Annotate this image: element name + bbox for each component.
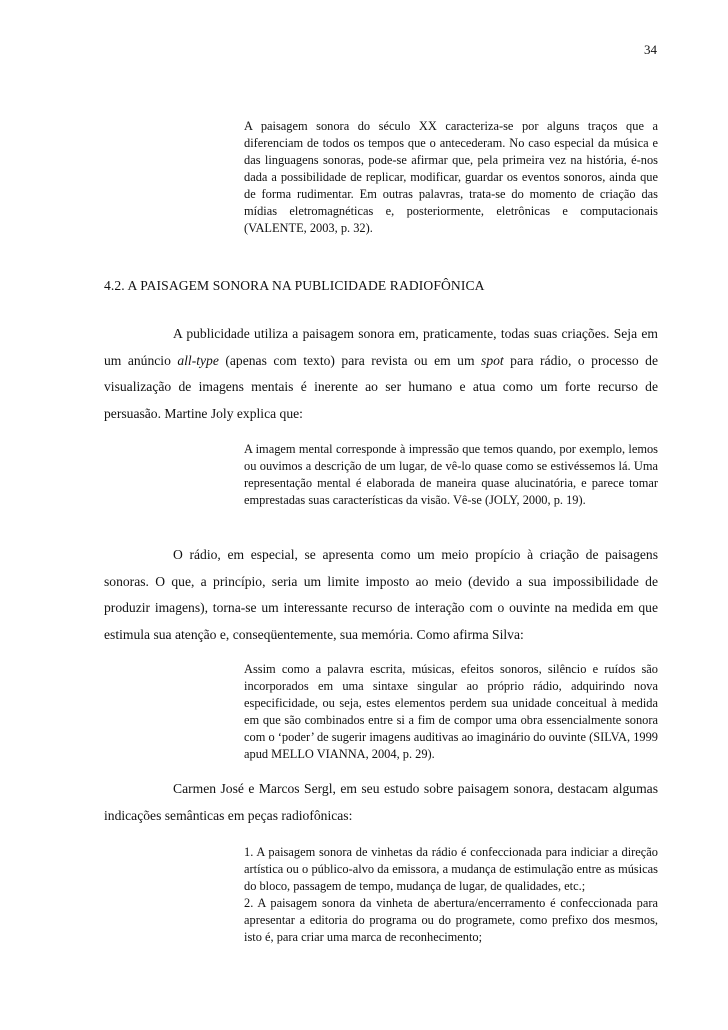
block-quote-joly (244, 441, 658, 509)
page-number: 34 (644, 42, 657, 57)
term-all-type: all-type (177, 352, 219, 368)
block-quote-list (244, 844, 658, 946)
paragraph-text: para rádio, o processo de visualização de imagens mentais é inerente ao ser humano e atua como um forte recurso de persuasão. Martine Joly explica que: (104, 352, 659, 421)
block-quote-valente (244, 118, 658, 237)
paragraph-publicidade (104, 321, 658, 427)
block-quote-silva (244, 661, 658, 763)
paragraph-radio: O rádio, em especial, se apresenta como um meio propício à criação de paisagens sonoras. O que, a princípio, seria um limite imposto ao meio (devido a sua impossibilidade de produzir imagens), torna-se um interessante recurso de interação com o ouvinte na medida em que estimula sua atenção e, conseqüentemente, sua memória. Como afirma Silva: (104, 547, 658, 642)
section-heading: 4.2. A PAISAGEM SONORA NA PUBLICIDADE RADIOFÔNICA (104, 278, 485, 293)
list-item: 1. A paisagem sonora de vinhetas da rádio é confeccionada para indiciar a direção artística ou o público-alvo da emissora, a mudança de estimulação entre as músicas do bloco, passagem de tempo, mudança de lugar, de qualidades, etc.; (244, 845, 658, 893)
list-item: 2. A paisagem sonora da vinheta de abertura/encerramento é confeccionada para apresentar a editoria do programa ou do programete, como prefixo dos mesmos, isto é, para criar uma marca de reconhecimento; (244, 896, 658, 944)
quote-text: Assim como a palavra escrita, músicas, efeitos sonoros, silêncio e ruídos são incorporados em uma sintaxe singular ao próprio rádio, adquirindo nova especificidade, ou seja, estes elementos perdem sua unidade conceitual à medida em que são combinados entre si a fim de compor uma obra essencialmente sonora com o ‘poder’ de sugerir imagens auditivas ao imaginário do ouvinte (SILVA, 1999 apud MELLO VIANNA, 2004, p. 29). (244, 662, 658, 761)
paragraph-carmen-jose: Carmen José e Marcos Sergl, em seu estudo sobre paisagem sonora, destacam algumas indicações semânticas em peças radiofônicas: (104, 781, 658, 823)
quote-text: A paisagem sonora do século XX caracteriza-se por alguns traços que a diferenciam de todos os tempos que o antecederam. No caso especial da música e das linguagens sonoras, pode-se afirmar que, pela primeira vez na história, é-nos dada a possibilidade de replicar, modificar, guardar os eventos sonoros, ainda que de forma rudimentar. Em outras palavras, trata-se do momento de criação das mídias eletromagnéticas e, posteriormente, eletrônicas e computacionais (VALENTE, 2003, p. 32). (244, 119, 658, 235)
quote-text: A imagem mental corresponde à impressão que temos quando, por exemplo, lemos ou ouvimos a descrição de um lugar, de vê-lo quase como se estivéssemos lá. Uma representação mental é elaborada de maneira quase alucinatória, e parece tomar emprestadas suas características da visão. Vê-se (JOLY, 2000, p. 19). (244, 442, 658, 507)
paragraph-text: A publicidade utiliza a paisagem sonora em, praticamente, todas suas criações. Seja em um anúncio (104, 326, 658, 368)
term-spot: spot (481, 352, 504, 368)
paragraph-text: (apenas com texto) para revista ou em um (218, 352, 482, 368)
